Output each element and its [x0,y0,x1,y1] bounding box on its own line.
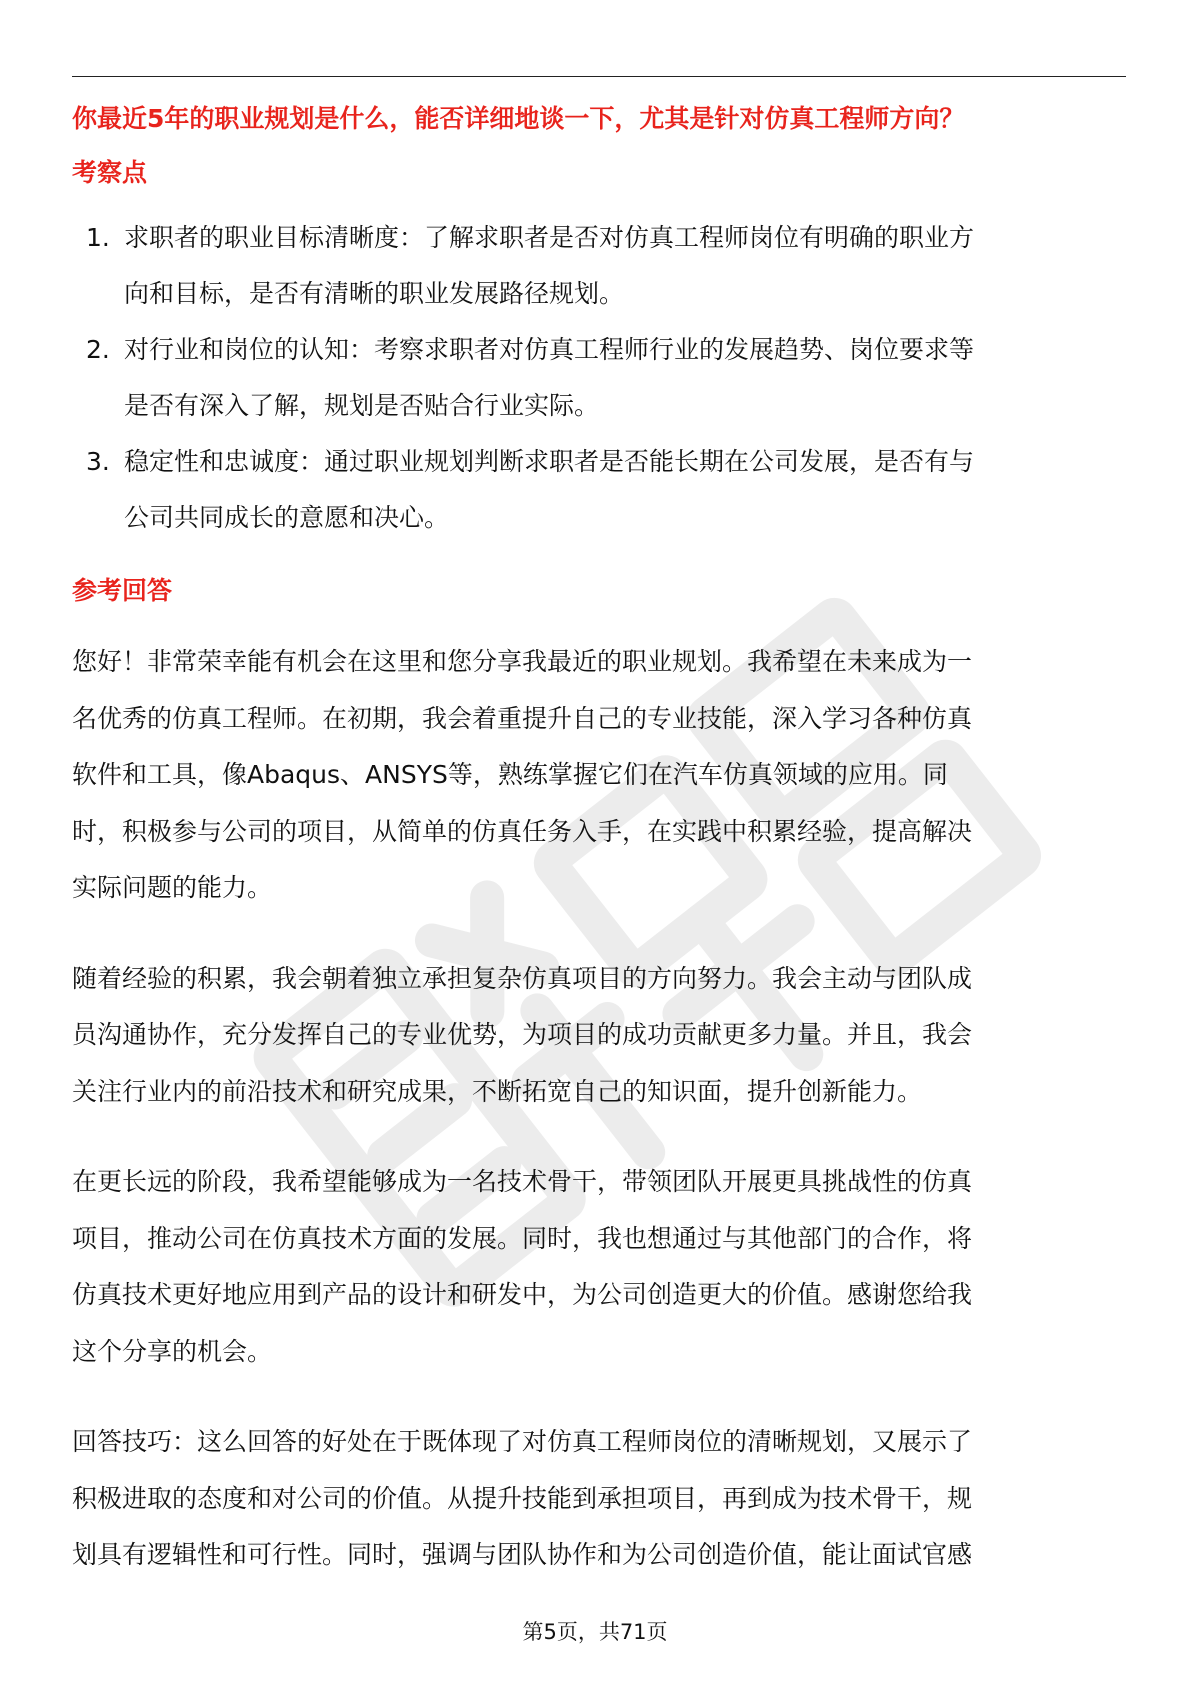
paragraph-line: 积极进取的态度和对公司的价值。从提升技能到承担项目，再到成为技术骨干，规 [72,1483,973,1513]
point-number: 2. [86,335,110,364]
paragraph-line: 回答技巧：这么回答的好处在于既体现了对仿真工程师岗位的清晰规划，又展示了 [72,1427,973,1456]
point-number: 3. [86,447,110,476]
answer-tips-paragraph [72,1414,1126,1584]
point-line: 是否有深入了解，规划是否贴合行业实际。 [124,391,600,420]
point-line: 稳定性和忠诚度：通过职业规划判断求职者是否能长期在公司发展，是否有与 [124,447,975,476]
point-line: 向和目标，是否有清晰的职业发展路径规划。 [124,279,625,308]
point-line: 求职者的职业目标清晰度：了解求职者是否对仿真工程师岗位有明确的职业方 [124,223,975,252]
top-divider [72,76,1126,77]
assessment-heading: 考察点 [72,158,148,187]
paragraph-line: 划具有逻辑性和可行性。同时，强调与团队协作和为公司创造价值，能让面试官感 [72,1540,973,1569]
paragraph-line: 项目，推动公司在仿真技术方面的发展。同时，我也想通过与其他部门的合作，将 [72,1223,973,1253]
point-line: 公司共同成长的意愿和决心。 [124,503,450,532]
question-title: 你最近5年的职业规划是什么，能否详细地谈一下，尤其是针对仿真工程师方向？ [72,104,965,133]
answer-heading: 参考回答 [72,576,173,605]
paragraph-line: 软件和工具，像Abaqus、ANSYS等，熟练掌握它们在汽车仿真领域的应用。同 [72,760,948,789]
paragraph-line: 名优秀的仿真工程师。在初期，我会着重提升自己的专业技能，深入学习各种仿真 [72,703,973,733]
paragraph-line: 这个分享的机会。 [72,1336,273,1366]
answer-paragraph-2 [72,951,1126,1121]
paragraph-line: 您好！非常荣幸能有机会在这里和您分享我最近的职业规划。我希望在未来成为一 [72,647,973,676]
answer-paragraph-1 [72,634,1126,917]
assessment-point-2 [72,322,1126,434]
page-footer [0,1617,1190,1647]
answer-paragraph-3 [72,1154,1126,1380]
paragraph-line: 关注行业内的前沿技术和研究成果，不断拓宽自己的知识面，提升创新能力。 [72,1076,923,1106]
point-number: 1. [86,223,110,252]
paragraph-line: 仿真技术更好地应用到产品的设计和研发中，为公司创造更大的价值。感谢您给我 [72,1280,973,1309]
assessment-points [72,210,1126,546]
paragraph-line: 时，积极参与公司的项目，从简单的仿真任务入手，在实践中积累经验，提高解决 [72,816,973,846]
assessment-point-3 [72,434,1126,546]
paragraph-line: 在更长远的阶段，我希望能够成为一名技术骨干，带领团队开展更具挑战性的仿真 [72,1167,973,1196]
paragraph-line: 随着经验的积累，我会朝着独立承担复杂仿真项目的方向努力。我会主动与团队成 [72,963,973,993]
assessment-point-1 [72,210,1126,322]
page-number: 第5页，共71页 [522,1620,668,1644]
point-line: 对行业和岗位的认知：考察求职者对仿真工程师行业的发展趋势、岗位要求等 [124,335,975,364]
paragraph-line: 实际问题的能力。 [72,873,273,902]
document-body [72,92,1126,1584]
paragraph-line: 员沟通协作，充分发挥自己的专业优势，为项目的成功贡献更多力量。并且，我会 [72,1020,973,1049]
